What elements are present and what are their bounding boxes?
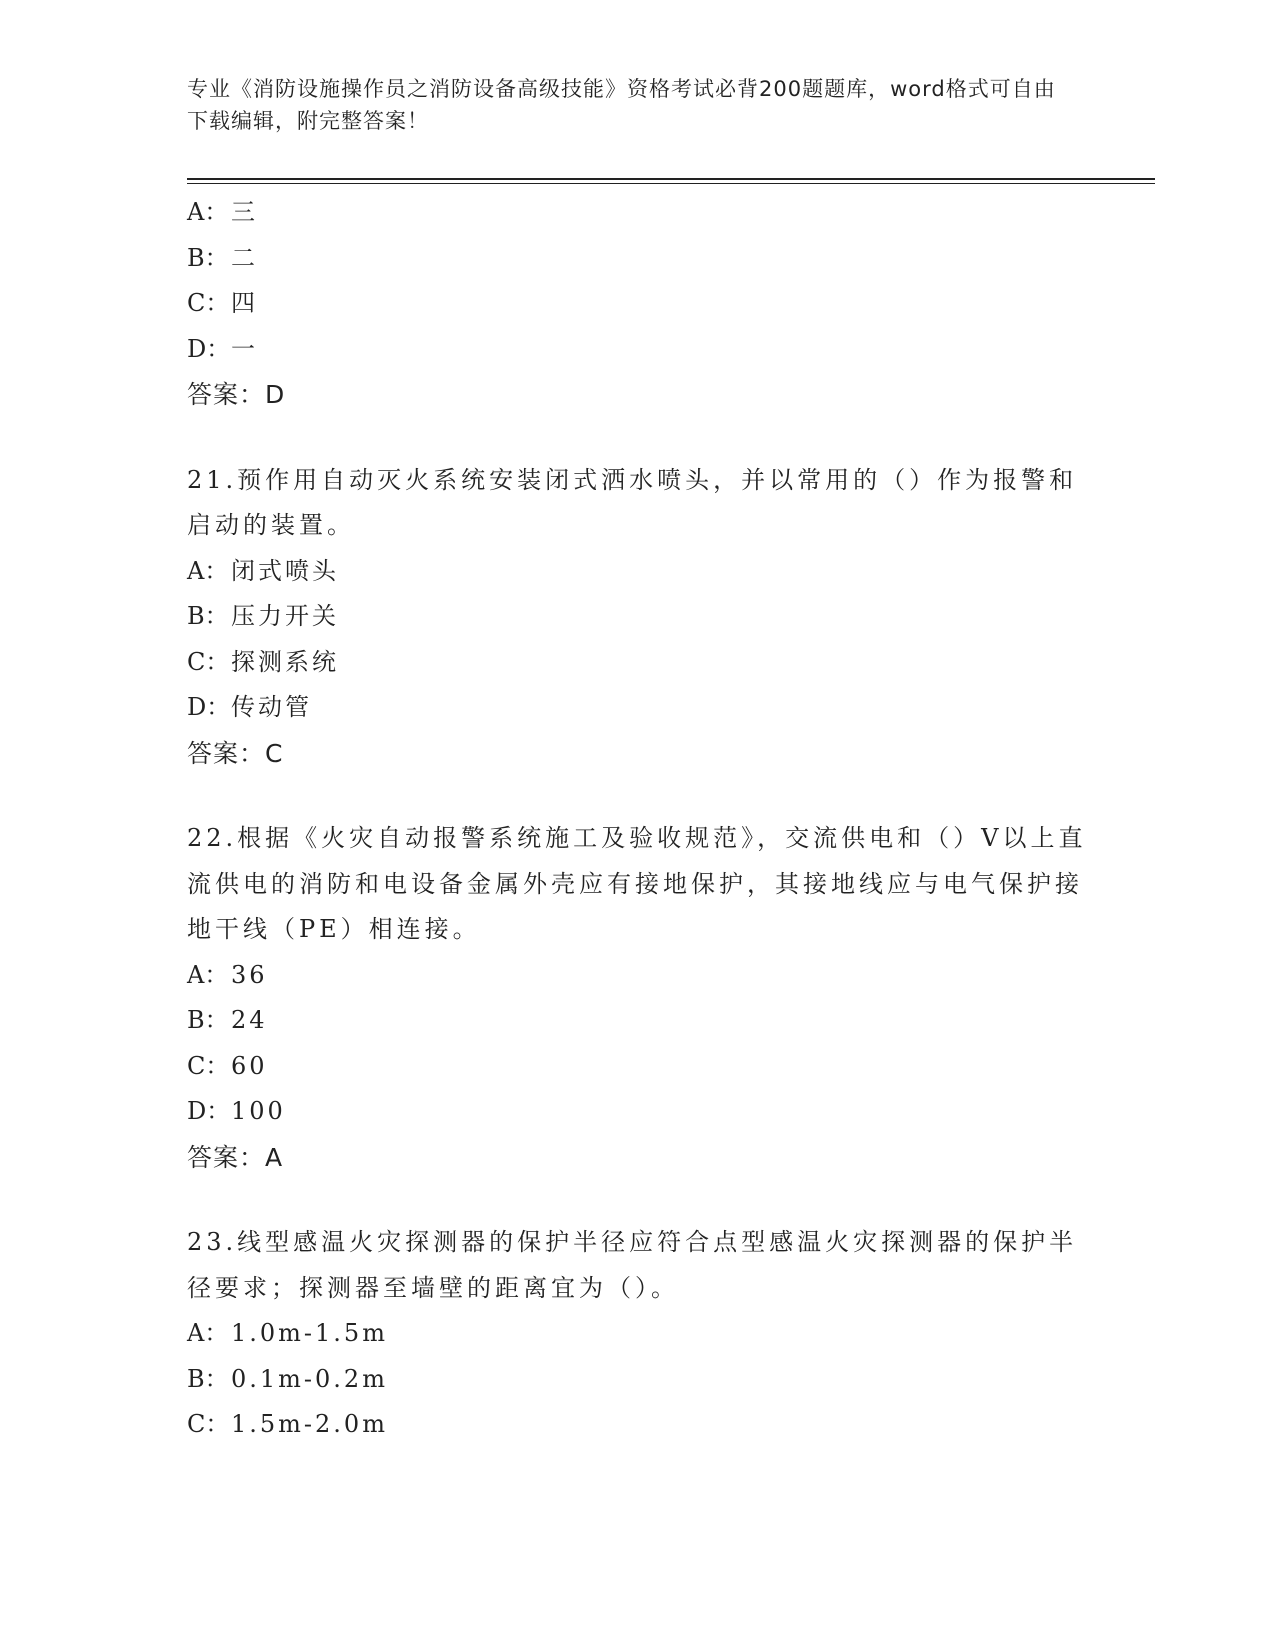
answer: 答案：D [187,380,286,409]
option-label: A： [187,1319,229,1347]
option-c [187,1044,1087,1090]
document-content [187,190,1087,1448]
question-23 [187,1220,1087,1448]
question-22 [187,816,1087,1180]
option-label: B： [187,1006,229,1034]
option-b [187,236,1087,282]
option-label: C： [187,1051,230,1080]
option-label: B： [187,243,229,272]
option-label: D： [187,1097,231,1125]
option-text: 压力开关 [231,602,339,630]
option-text: 闭式喷头 [231,556,339,585]
option-text: 四 [231,289,258,317]
option-a [187,549,1087,595]
spacer [187,418,1087,458]
option-a [187,190,1087,236]
question-text: 22.根据《火灾自动报警系统施工及验收规范》，交流供电和（）V以上直流供电的消防和电设备金属外壳应有接地保护，其接地线应与电气保护接地干线（PE）相连接。 [187,824,1087,943]
option-text: 二 [231,243,258,272]
option-c [187,640,1087,686]
option-a [187,1311,1087,1357]
option-c [187,281,1087,327]
option-text: 36 [231,960,268,989]
question-21 [187,458,1087,777]
option-label: A： [187,556,229,585]
question-text: 21.预作用自动灭火系统安装闭式洒水喷头，并以常用的（）作为报警和启动的装置。 [187,465,1078,539]
header-rule-top [187,178,1155,180]
option-c [187,1402,1087,1448]
spacer [187,776,1087,816]
option-text: 探测系统 [231,647,339,676]
option-text: 一 [231,334,258,363]
option-text: 传动管 [231,693,312,721]
option-text: 三 [231,198,258,226]
prev-question-options [187,190,1087,418]
option-label: A： [187,960,229,989]
option-text: 1.0m-1.5m [231,1319,388,1347]
option-label: D： [187,334,231,363]
option-text: 60 [231,1051,268,1080]
option-text: 1.5m-2.0m [231,1410,388,1438]
option-label: B： [187,602,229,630]
option-b [187,998,1087,1044]
option-d [187,685,1087,731]
answer: 答案：A [187,1142,284,1172]
option-b [187,594,1087,640]
option-label: C： [187,289,230,317]
document-header: 专业《消防设施操作员之消防设备高级技能》资格考试必背200题题库，word格式可自由下载编辑，附完整答案！ [187,77,1056,133]
option-d [187,1089,1087,1135]
answer: 答案：C [187,738,284,768]
option-label: C： [187,1410,230,1438]
option-label: C： [187,647,230,676]
option-text: 24 [231,1006,268,1034]
option-label: B： [187,1364,229,1393]
option-label: D： [187,693,231,721]
option-b [187,1357,1087,1403]
option-d [187,327,1087,373]
option-a [187,953,1087,999]
header-rule-bottom [187,183,1155,184]
option-label: A： [187,198,229,226]
option-text: 0.1m-0.2m [231,1364,388,1393]
question-text: 23.线型感温火灾探测器的保护半径应符合点型感温火灾探测器的保护半径要求；探测器至墙壁的距离宜为（）。 [187,1228,1078,1302]
option-text: 100 [231,1097,286,1125]
spacer [187,1180,1087,1220]
